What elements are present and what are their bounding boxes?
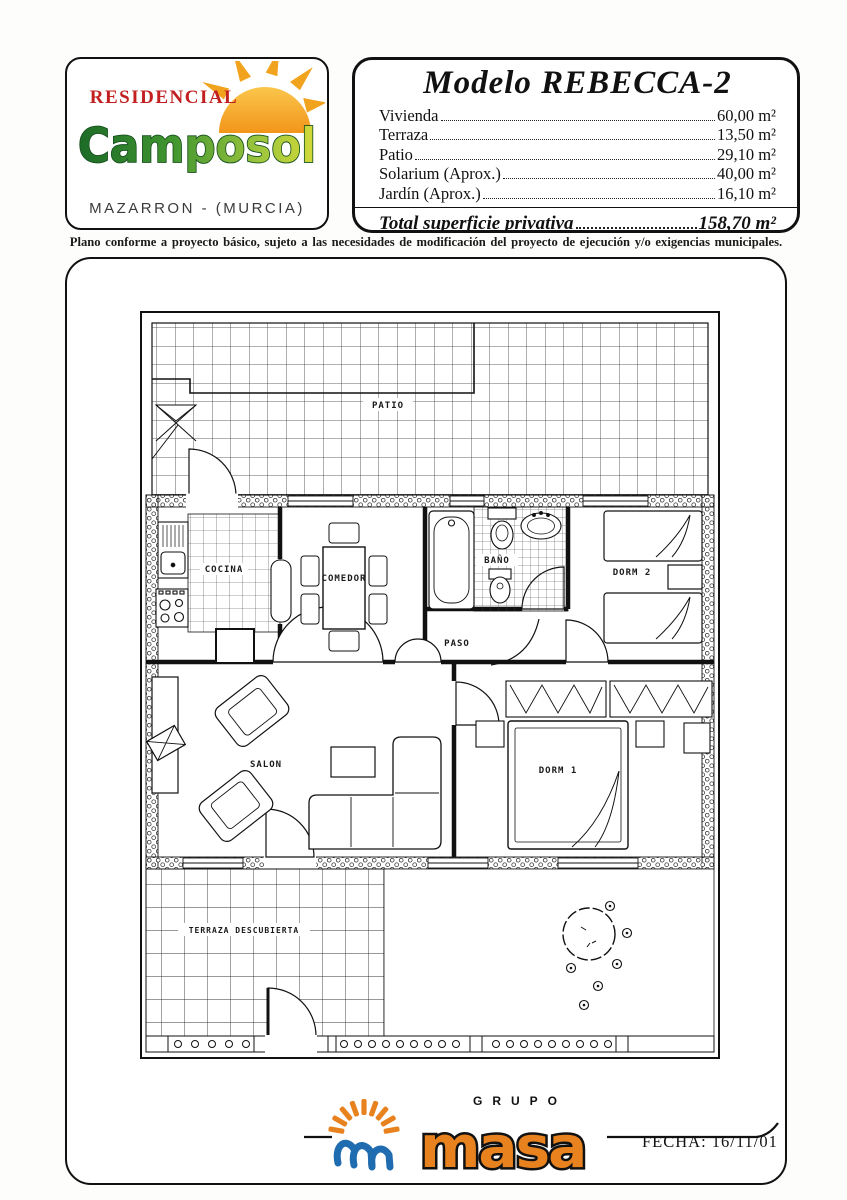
- spec-row: Terraza 13,50 m²: [379, 125, 776, 145]
- terraza-label: TERRAZA DESCUBIERTA: [188, 926, 300, 935]
- stove: [156, 589, 188, 627]
- model-title: Modelo REBECCA-2: [423, 65, 732, 101]
- spec-row: Vivienda 60,00 m²: [379, 105, 776, 125]
- bidet: [489, 569, 511, 603]
- fridge: [216, 629, 254, 663]
- bed: [604, 593, 702, 643]
- paso-label: PASO: [444, 639, 470, 649]
- dotted-leader: [576, 227, 697, 229]
- dorm1-label: DORM 1: [538, 766, 578, 776]
- camposol-logo: [71, 61, 325, 189]
- patio-area: [152, 323, 708, 495]
- coffee-table: [331, 747, 375, 777]
- dorm2-label: DORM 2: [612, 568, 652, 578]
- dresser: [684, 723, 710, 753]
- total-label: Total superficie privativa: [379, 213, 574, 235]
- patio-label: PATIO: [371, 401, 405, 411]
- bed: [604, 511, 702, 561]
- model-spec-box: [352, 57, 800, 233]
- floor-plan-box: [65, 257, 787, 1185]
- fence: [146, 1035, 714, 1053]
- salon-label: SALON: [249, 760, 283, 770]
- comedor-label: COMEDOR: [321, 574, 367, 584]
- bathtub: [429, 511, 474, 609]
- bathroom: [429, 507, 568, 611]
- nightstand: [668, 565, 702, 589]
- kitchen-door-leaf: [271, 560, 291, 622]
- masa-brand: masa: [420, 1113, 586, 1181]
- tree: [563, 908, 615, 960]
- camposol-logo-box: [65, 57, 329, 230]
- date-label: FECHA: 16/11/01: [642, 1132, 778, 1151]
- masa-sun-icon: [328, 1099, 400, 1167]
- grupo-label: GRUPO: [472, 1094, 568, 1108]
- nightstand: [636, 721, 664, 747]
- residencial-label: RESIDENCIAL: [89, 87, 239, 108]
- spec-row: Jardín (Aprox.) 16,10 m²: [379, 183, 776, 203]
- kitchen-sink: [158, 522, 188, 578]
- floor-plan: [138, 309, 722, 1061]
- total-row: [355, 207, 797, 235]
- total-value: 158,70 m²: [698, 213, 776, 235]
- dining-table: [323, 547, 365, 629]
- disclaimer-text: Plano conforme a proyecto básico, sujeto a las necesidades de modificación del proyecto de ejecución y/o exigencias municipales.: [69, 235, 783, 249]
- spec-row: Solarium (Aprox.) 40,00 m²: [379, 164, 776, 184]
- bano-label: BAÑO: [484, 556, 510, 566]
- location-label: MAZARRON - (MURCIA): [89, 200, 305, 217]
- cocina-label: COCINA: [204, 565, 244, 575]
- camposol-brand: Camposol: [78, 119, 316, 174]
- garden: [384, 869, 714, 1036]
- terrace: [146, 869, 384, 1036]
- surface-table: [379, 106, 776, 204]
- spec-row: Patio 29,10 m²: [379, 144, 776, 164]
- nightstand: [476, 721, 504, 747]
